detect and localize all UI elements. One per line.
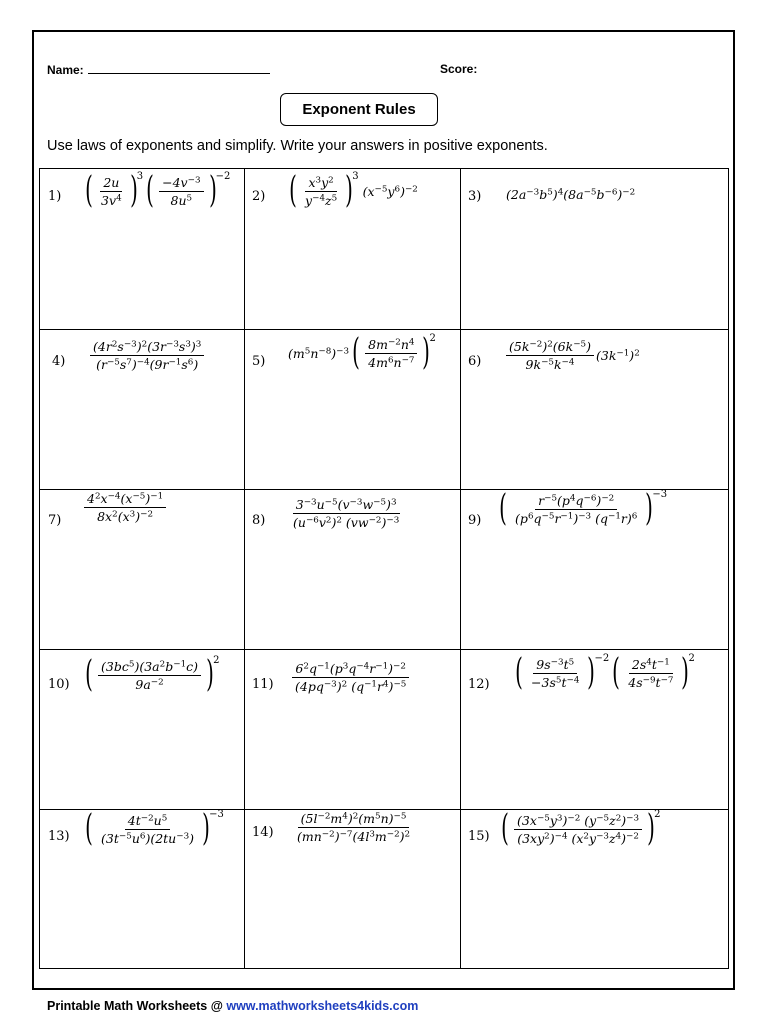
problem-number: 4) <box>52 354 66 369</box>
problem-2 <box>244 169 460 329</box>
problem-15 <box>460 809 730 969</box>
problem-number: 15) <box>468 829 490 844</box>
problem-9 <box>460 489 730 649</box>
problem-number: 12) <box>468 677 490 692</box>
page-title: Exponent Rules <box>280 93 438 126</box>
problem-4 <box>40 329 244 489</box>
footer-text: Printable Math Worksheets @ <box>47 999 227 1013</box>
problem-10 <box>40 649 244 809</box>
problem-number: 7) <box>48 513 62 528</box>
problem-expression: $(m^5n^{-8})^{-3}$ ( $\frac{8m^{-2}n^4}{4m^6n^{-7}}$ ) 2 <box>288 332 436 373</box>
problem-expression: ( $\frac{(3bc^5)(3a^2b^{-1}c)}{9a^{-2}}$ ) 2 <box>85 654 220 695</box>
score-label: Score: <box>440 62 478 76</box>
problem-grid <box>39 168 729 969</box>
footer <box>47 999 418 1013</box>
problem-3 <box>460 169 730 329</box>
problem-expression: $\frac{4^2x^{-4}(x^{-5})^{-1}}{8x^2(x^3)^{-2}}$ <box>82 491 168 524</box>
problem-7 <box>40 489 244 649</box>
footer-link[interactable]: www.mathworksheets4kids.com <box>226 999 419 1013</box>
problem-expression: ( $\frac{r^{-5}(p^4q^{-6})^{-2}}{(p^6q^{-5}r^{-1})^{-3} (q^{-1}r)^6}$ ) −3 <box>499 488 668 529</box>
instructions: Use laws of exponents and simplify. Write your answers in positive exponents. <box>47 138 548 154</box>
problem-number: 2) <box>252 189 266 204</box>
problem-expression: ( $\frac{2u}{3v^4}$ ) 3 ( $\frac{-4v^{-3}}{8u^5}$ ) −2 <box>85 170 231 211</box>
problem-number: 9) <box>468 513 482 528</box>
problem-8 <box>244 489 460 649</box>
problem-expression: ( $\frac{x^3y^2}{y^{-4}z^5}$ ) 3 $(x^{-5}y^6)^{-2}$ <box>289 170 418 211</box>
problem-number: 14) <box>252 825 274 840</box>
problem-number: 11) <box>252 677 274 692</box>
problem-number: 8) <box>252 513 266 528</box>
problem-14 <box>244 809 460 969</box>
problem-expression: ( $\frac{9s^{-3}t^5}{-3s^5t^{-4}}$ ) −2 ( $\frac{2s^4t^{-1}}{4s^{-9}t^{-7}}$ ) 2 <box>515 652 695 693</box>
problem-expression: $\frac{(5l^{-2}m^4)^2(m^5n)^{-5}}{(mn^{-2})^{-7}(4l^3m^{-2})^2}$ <box>297 811 411 844</box>
problem-12 <box>460 649 730 809</box>
problem-number: 3) <box>468 189 482 204</box>
problem-number: 5) <box>252 354 266 369</box>
problem-6 <box>460 329 730 489</box>
problem-expression: $\frac{(4r^2s^{-3})^2(3r^{-3}s^3)^3}{(r^{-5}s^7)^{-4}(9r^{-1}s^6)}$ <box>88 339 206 372</box>
name-blank-line[interactable] <box>88 62 270 74</box>
problem-expression: ( $\frac{4t^{-2}u^5}{(3t^{-5}u^6)(2tu^{-3})}$ ) −3 <box>85 808 224 849</box>
name-field <box>47 62 270 77</box>
problem-expression: ( $\frac{(3x^{-5}y^3)^{-2} (y^{-5}z^2)^{-3}}{(3xy^2)^{-4} (x^2y^{-3}z^4)^{-2}}$ ) 2 <box>501 808 661 849</box>
problem-11 <box>244 649 460 809</box>
problem-expression: $(2a^{-3}b^5)^4(8a^{-5}b^{-6})^{-2}$ <box>506 187 636 202</box>
problem-1 <box>40 169 244 329</box>
problem-expression: $\frac{6^2q^{-1}(p^3q^{-4}r^{-1})^{-2}}{(4pq^{-3})^2 (q^{-1}r^4)^{-5}}$ <box>290 661 411 694</box>
problem-number: 1) <box>48 189 62 204</box>
problem-number: 13) <box>48 829 70 844</box>
name-label: Name: <box>47 63 84 77</box>
problem-5 <box>244 329 460 489</box>
problem-number: 6) <box>468 354 482 369</box>
problem-expression: $\frac{3^{-3}u^{-5}(v^{-3}w^{-5})^3}{(u^{-6}v^2)^2 (vw^{-2})^{-3}}$ <box>293 497 400 530</box>
problem-13 <box>40 809 244 969</box>
problem-number: 10) <box>48 677 70 692</box>
problem-expression: $\frac{(5k^{-2})^2(6k^{-5})}{9k^{-5}k^{-4}}$ $(3k^{-1})^2$ <box>504 339 640 372</box>
